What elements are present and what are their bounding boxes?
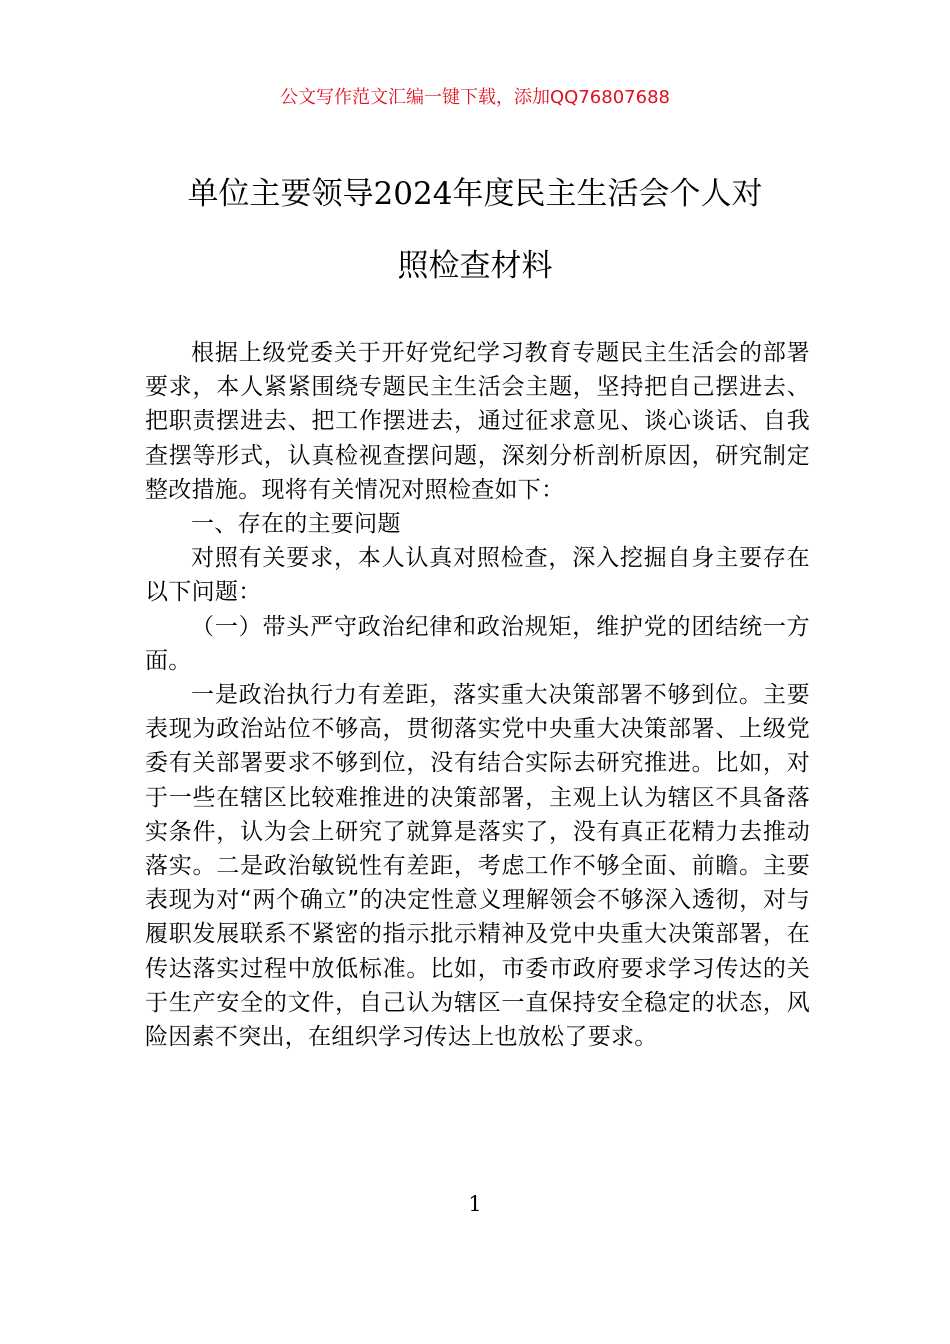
- document-title-line-2: 照检查材料: [397, 248, 553, 284]
- document-title-line-1: 单位主要领导2024年度民主生活会个人对: [187, 176, 763, 212]
- political-discipline-paragraph: 一是政治执行力有差距，落实重大决策部署不够到位。主要表现为政治站位不够高，贯彻落实党中央重大决策部署、上级党委有关部署要求不够到位，没有结合实际去研究推进。比如，对于一些在辖区比较难推进的决策部署，主观上认为辖区不具备落实条件，认为会上研究了就算是落实了，没有真正花精力去推动落实。二是政治敏锐性有差距，考虑工作不够全面、前瞻。主要表现为对“两个确立”的决定性意义理解领会不够深入透彻，对与履职发展联系不紧密的指示批示精神及党中央重大决策部署，在传达落实过程中放低标准。比如，市委市政府要求学习传达的关于生产安全的文件，自己认为辖区一直保持安全稳定的状态，风险因素不突出，在组织学习传达上也放松了要求。: [145, 682, 810, 1051]
- problems-intro-paragraph: 对照有关要求，本人认真对照检查，深入挖掘自身主要存在以下问题：: [145, 545, 810, 606]
- intro-paragraph: 根据上级党委关于开好党纪学习教育专题民主生活会的部署要求，本人紧紧围绕专题民主生活会主题，坚持把自己摆进去、把职责摆进去、把工作摆进去，通过征求意见、谈心谈话、自我查摆等形式，认真检视查摆问题，深刻分析剖析原因，研究制定整改措施。现将有关情况对照检查如下：: [145, 340, 810, 503]
- section-heading-problems: 一、存在的主要问题: [191, 511, 401, 538]
- document-body: [145, 336, 810, 1054]
- subsection-heading-political-discipline: （一）带头严守政治纪律和政治规矩，维护党的团结统一方面。: [145, 613, 810, 674]
- download-watermark: 公文写作范文汇编一键下载，添加QQ76807688: [280, 87, 670, 108]
- page-number: 1: [468, 1192, 482, 1216]
